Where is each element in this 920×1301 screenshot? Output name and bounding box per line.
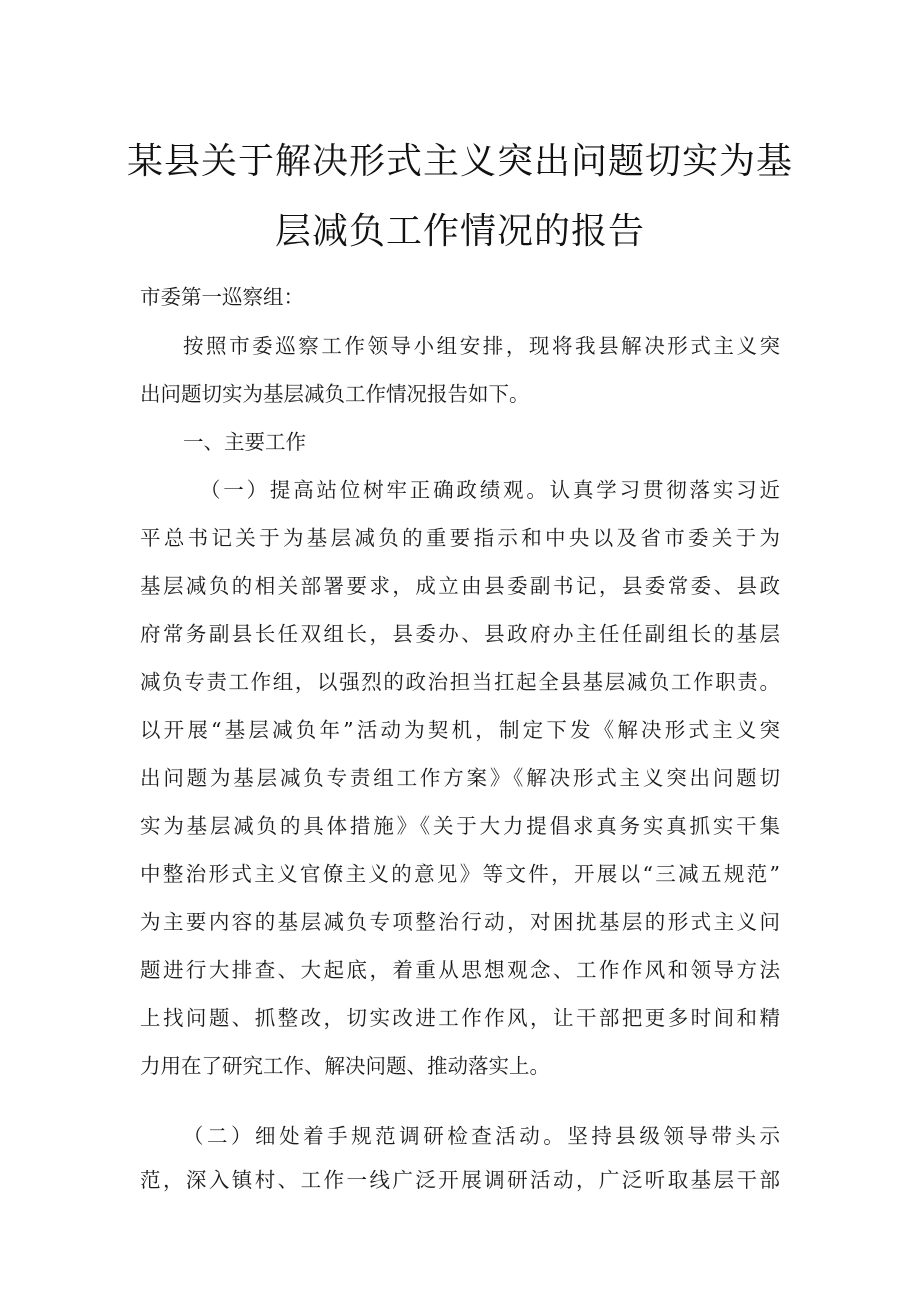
para1-line-12: 上找问题、抓整改，切实改进工作作风，让干部把更多时间和精	[140, 1006, 780, 1030]
document-title-line-1: 某县关于解决形式主义突出问题切实为基	[126, 141, 793, 182]
intro-line-2: 出问题切实为基层减负工作情况报告如下。	[140, 382, 530, 406]
para1-line-3: 基层减负的相关部署要求，成立由县委副书记，县委常委、县政	[140, 574, 780, 598]
para1-line-4: 府常务副县长任双组长，县委办、县政府办主任任副组长的基层	[140, 622, 780, 646]
para2-line-1: （二）细处着手规范调研检查活动。坚持县级领导带头示	[183, 1124, 780, 1148]
intro-line-1: 按照市委巡察工作领导小组安排，现将我县解决形式主义突	[183, 334, 780, 358]
para1-line-7: 出问题为基层减负专责组工作方案》《解决形式主义突出问题切	[140, 766, 780, 790]
para1-line-5: 减负专责工作组，以强烈的政治担当扛起全县基层减负工作职责。	[140, 670, 780, 694]
document-title-line-2: 层减负工作情况的报告	[274, 211, 645, 252]
para1-line-9: 中整治形式主义官僚主义的意见》等文件，开展以“三减五规范”	[140, 862, 780, 886]
para1-line-10: 为主要内容的基层减负专项整治行动，对困扰基层的形式主义问	[140, 910, 780, 934]
para1-line-8: 实为基层减负的具体措施》《关于大力提倡求真务实真抓实干集	[140, 814, 780, 838]
salutation: 市委第一巡察组：	[140, 285, 304, 309]
para1-line-11: 题进行大排查、大起底，着重从思想观念、工作作风和领导方法	[140, 958, 780, 982]
para1-line-1: （一）提高站位树牢正确政绩观。认真学习贯彻落实习近	[200, 478, 780, 502]
para1-line-6: 以开展“基层减负年”活动为契机，制定下发《解决形式主义突	[140, 718, 780, 742]
para1-line-2: 平总书记关于为基层减负的重要指示和中央以及省市委关于为	[140, 526, 780, 550]
para2-line-2: 范，深入镇村、工作一线广泛开展调研活动，广泛听取基层干部	[140, 1168, 780, 1192]
section-heading: 一、主要工作	[183, 430, 306, 454]
para1-line-13: 力用在了研究工作、解决问题、推动落实上。	[140, 1054, 550, 1078]
